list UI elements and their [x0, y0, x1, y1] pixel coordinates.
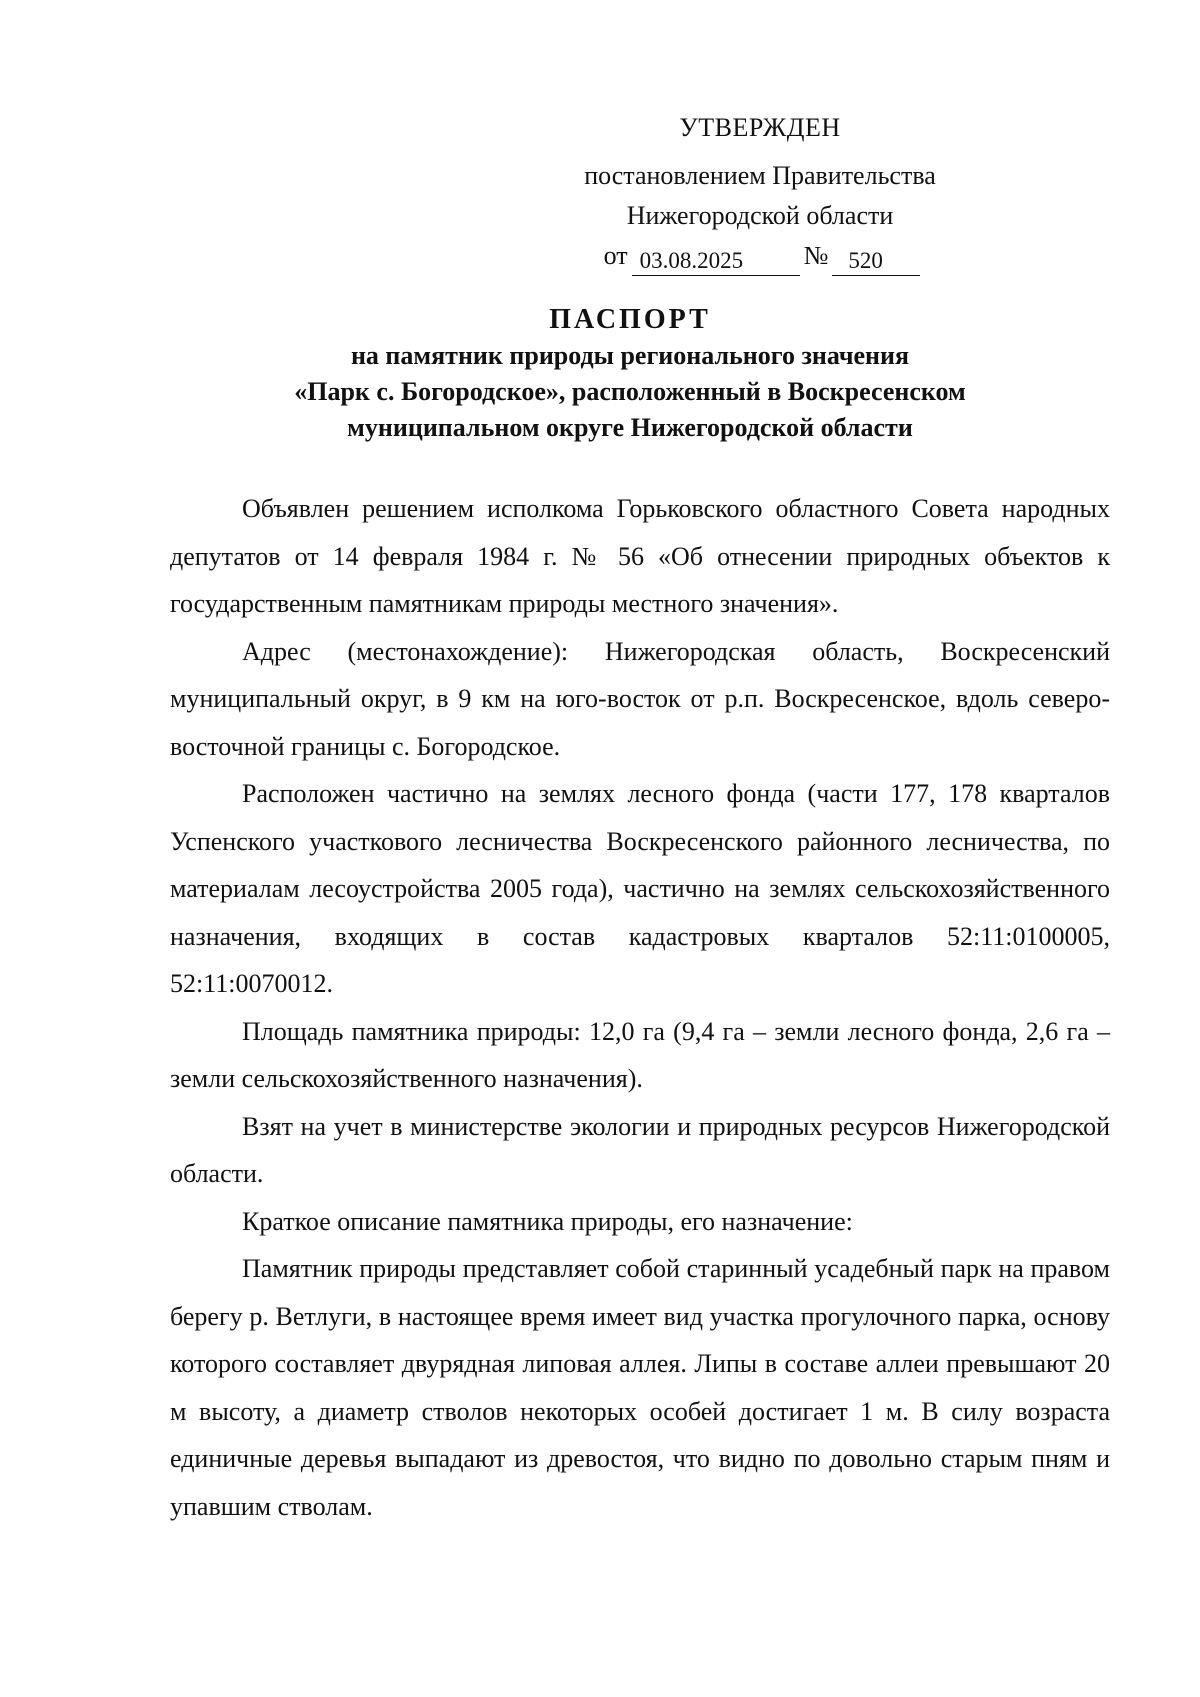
paragraph-location: Расположен частично на землях лесного фонда (части 177, 178 кварталов Успенского участкового лесничества Воскресенского районного лесничества, по материалам лесоустройства 2005 года), частично на землях сельскохозяйственного назначения, входящих в состав кадастровых кварталов 52:11:0100005, 52:11:0070012.	[170, 779, 1110, 998]
approval-number: 520	[832, 247, 920, 276]
approval-line-2: Нижегородской области	[626, 201, 894, 230]
paragraph-declared: Объявлен решением исполкома Горьковского областного Совета народных депутатов от 14 февраля 1984 г. № 56 «Об отнесении природных объектов к государственным памятникам природы местного значения».	[170, 494, 1110, 618]
paragraph-description-heading: Краткое описание памятника природы, его назначение:	[242, 1206, 853, 1236]
approval-date-line	[560, 236, 960, 276]
approval-date: 03.08.2025	[632, 247, 800, 276]
title-line-3: муниципальном округе Нижегородской области	[347, 413, 913, 442]
paragraph-registered: Взят на учет в министерстве экологии и природных ресурсов Нижегородской области.	[170, 1111, 1110, 1188]
date-prefix: от	[603, 241, 628, 270]
approval-block	[560, 108, 960, 276]
title-line-2: «Парк с. Богородское», расположенный в Воскресенском	[294, 377, 966, 406]
document-type: ПАСПОРТ	[549, 304, 711, 335]
document-body	[170, 485, 1110, 1530]
approval-line-1: постановлением Правительства	[584, 161, 936, 190]
paragraph-address: Адрес (местонахождение): Нижегородская область, Воскресенский муниципальный округ, в 9 км на юго-восток от р.п. Воскресенское, вдоль северо-восточной границы с. Богородское.	[170, 636, 1110, 761]
paragraph-description: Памятник природы представляет собой старинный усадебный парк на правом берегу р. Ветлуги, в настоящее время имеет вид участка прогулочного парка, основу которого составляет двурядная липовая аллея. Липы в составе аллеи превышают 20 м высоту, а диаметр стволов некоторых особей достигает 1 м. В силу возраста единичные деревья выпадают из древостоя, что видно по довольно старым пням и упавшим стволам.	[170, 1254, 1110, 1521]
approved-heading: УТВЕРЖДЕН	[679, 113, 841, 142]
paragraph-area: Площадь памятника природы: 12,0 га (9,4 га – земли лесного фонда, 2,6 га – земли сельскохозяйственного назначения).	[170, 1016, 1110, 1093]
title-line-1: на памятник природы регионального значения	[350, 341, 910, 370]
number-sign: №	[803, 241, 829, 270]
document-title	[160, 302, 1100, 446]
